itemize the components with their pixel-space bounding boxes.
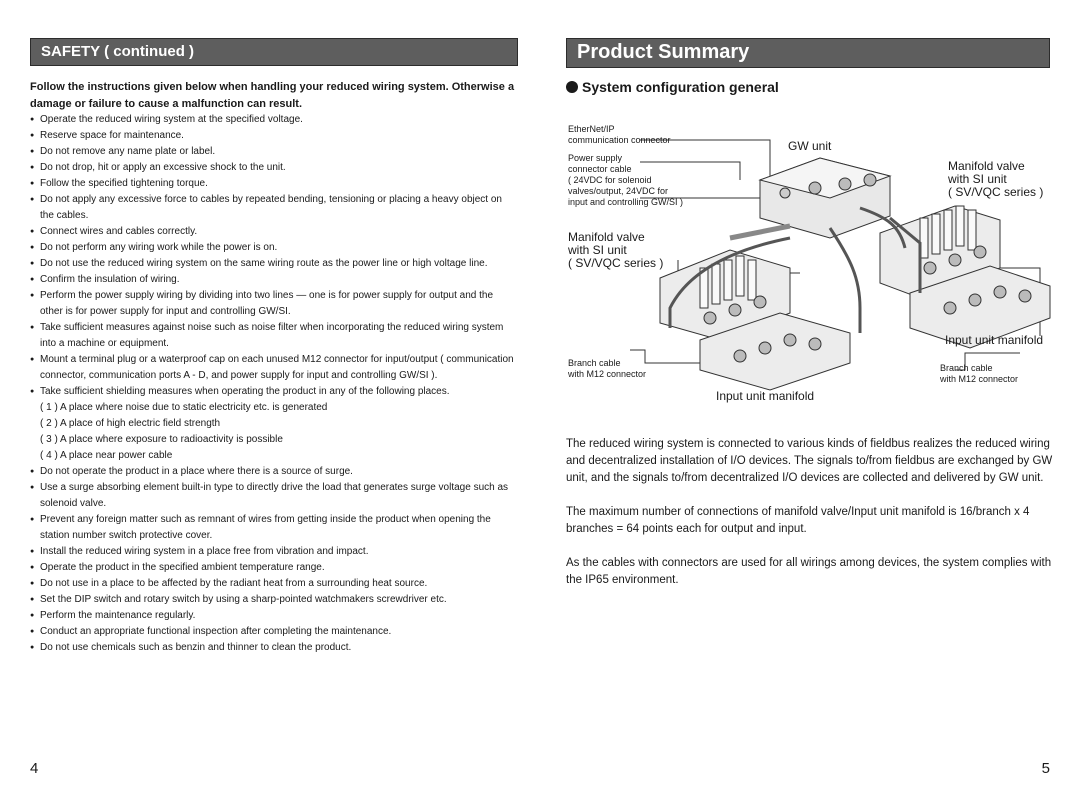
product-summary-header xyxy=(566,38,1050,68)
label-input-manifold-right: Input unit manifold xyxy=(945,333,1044,347)
safety-bullet-item: ● Use a surge absorbing element built-in type to directly drive the load that generates surge voltage such as solenoid valve. xyxy=(30,480,518,512)
safety-bullet-item: ● Follow the specified tightening torque. xyxy=(30,176,518,192)
safety-bullet-item: ● Do not operate the product in a place where there is a source of surge. xyxy=(30,464,518,480)
right-page xyxy=(540,0,1080,798)
description-paragraph-3: As the cables with connectors are used for all wirings among devices, the system complies with the IP65 environment. xyxy=(566,557,1052,586)
safety-bullet-item: ● Prevent any foreign matter such as remnant of wires from getting inside the product when opening the station number switch protective cover. xyxy=(30,512,518,544)
safety-bullet-item: ● Perform the maintenance regularly. xyxy=(30,608,518,624)
safety-sub-item: ( 3 ) A place where exposure to radioactivity is possible xyxy=(40,434,283,445)
safety-bullet-item: ● Confirm the insulation of wiring. xyxy=(30,272,518,288)
page-number-right: 5 xyxy=(1041,760,1050,777)
safety-bullet-item: ● Do not apply any excessive force to cables by repeated bending, tensioning or placing a heavy object on the cables. xyxy=(30,192,518,224)
safety-bullet-item: ● Take sufficient measures against noise such as noise filter when incorporating the reduced wiring system into a machine or equipment. xyxy=(30,320,518,352)
safety-bullet-item: ● Do not use the reduced wiring system on the same wiring route as the power line or high voltage line. xyxy=(30,256,518,272)
description-paragraph-2: The maximum number of connections of manifold valve/Input unit manifold is 16/branch x 4 branches = 64 points each for output and input. xyxy=(566,506,1030,535)
safety-bullet-item: ● Reserve space for maintenance. xyxy=(30,128,518,144)
safety-bullet-item: ● Install the reduced wiring system in a place free from vibration and impact. xyxy=(30,544,518,560)
safety-bullet-item: ● Operate the product in the specified ambient temperature range. xyxy=(30,560,518,576)
safety-bullet-item: ● Do not drop, hit or apply an excessive shock to the unit. xyxy=(30,160,518,176)
product-summary-title: Product Summary xyxy=(577,41,750,63)
label-power-supply-cable: Power supply connector cable ( 24VDC for solenoid valves/output, 24VDC for input and controlling GW/SI ) xyxy=(568,153,684,207)
safety-bullet-item: ● Connect wires and cables correctly. xyxy=(30,224,518,240)
label-branch-cable-right: Branch cable with M12 connector xyxy=(940,363,1019,384)
page-number-left: 4 xyxy=(30,760,39,777)
safety-bullet-item: ● Mount a terminal plug or a waterproof cap on each unused M12 connector for input/output ( communication connector, communication ports A - D, and power supply for input and controlling GW/SI ). xyxy=(30,352,518,384)
label-gw-unit: GW unit xyxy=(788,139,832,153)
safety-bullet-item: ● Perform the power supply wiring by dividing into two lines — one is for power supply for output and the other is for power supply for input and controlling GW/SI. xyxy=(30,288,518,320)
safety-bullet-item: ● Operate the reduced wiring system at the specified voltage. xyxy=(30,112,518,128)
safety-bullet-item: ● Do not use chemicals such as benzin and thinner to clean the product. xyxy=(30,640,518,656)
safety-sub-item: ( 1 ) A place where noise due to static electricity etc. is generated xyxy=(40,402,328,413)
label-manifold-valve-left: Manifold valve with SI unit ( SV/VQC series ) xyxy=(568,230,664,270)
label-input-manifold-bottom: Input unit manifold xyxy=(716,389,815,403)
description-paragraph-1: The reduced wiring system is connected to various kinds of fieldbus realizes the reduced wiring and decentralized installation of I/O devices. The signals to/from fieldbus are exchanged by GW unit, and the signals to/from decentralized I/O devices are collected and delivered by GW unit. xyxy=(566,438,1053,484)
label-manifold-valve-right: Manifold valve with SI unit ( SV/VQC series ) xyxy=(948,159,1044,199)
safety-bullet-item: ● Do not remove any name plate or label. xyxy=(30,144,518,160)
system-configuration-diagram xyxy=(560,118,1060,418)
safety-bullet-item: ● Conduct an appropriate functional inspection after completing the maintenance. xyxy=(30,624,518,640)
safety-list xyxy=(30,112,518,656)
safety-header-title: SAFETY ( continued ) xyxy=(41,43,195,60)
bullet-dot-icon xyxy=(566,81,578,93)
section-title xyxy=(566,79,779,95)
label-branch-cable-left: Branch cable with M12 connector xyxy=(568,358,647,379)
section-title-text: System configuration general xyxy=(582,79,779,95)
safety-bullet-item: ● Take sufficient shielding measures when operating the product in any of the following places. xyxy=(30,384,518,400)
safety-bullet-item: ● Set the DIP switch and rotary switch by using a sharp-pointed watchmakers screwdriver etc. xyxy=(30,592,518,608)
safety-header xyxy=(30,38,518,66)
safety-bullet-item: ● Do not perform any wiring work while the power is on. xyxy=(30,240,518,256)
label-ethernet-connector: EtherNet/IP communication connector xyxy=(568,124,671,145)
safety-bullet-item: ● Do not use in a place to be affected by the radiant heat from a surrounding heat source. xyxy=(30,576,518,592)
safety-sub-item: ( 2 ) A place of high electric field strength xyxy=(40,418,221,429)
safety-intro: Follow the instructions given below when handling your reduced wiring system. Otherwise a damage or failure to cause a malfunction can result. xyxy=(30,81,515,110)
safety-sub-item: ( 4 ) A place near power cable xyxy=(40,450,173,461)
